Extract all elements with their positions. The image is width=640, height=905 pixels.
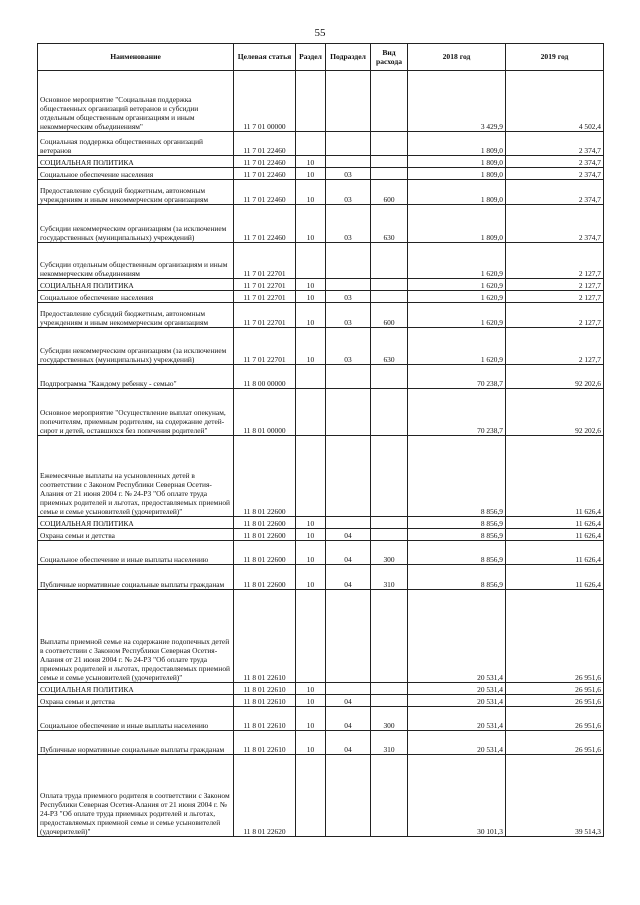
- cell-2019: 92 202,6: [506, 389, 604, 436]
- cell-section: 10: [296, 683, 326, 695]
- table-row: [38, 279, 604, 291]
- cell-2018: 20 531,4: [408, 590, 506, 683]
- cell-section: 10: [296, 328, 326, 365]
- cell-exp-type: [371, 243, 408, 279]
- table-row: [38, 755, 604, 837]
- cell-exp-type: [371, 755, 408, 837]
- cell-2019: 11 626,4: [506, 529, 604, 541]
- cell-section: 10: [296, 695, 326, 707]
- cell-target: 11 8 01 00000: [234, 389, 296, 436]
- cell-2019: 11 626,4: [506, 541, 604, 565]
- cell-subsection: [326, 389, 371, 436]
- header-exp-type: Вид расхода: [371, 44, 408, 71]
- cell-2019: 2 374,7: [506, 168, 604, 180]
- cell-2018: 20 531,4: [408, 683, 506, 695]
- table-row: [38, 180, 604, 205]
- cell-target: 11 8 01 22600: [234, 529, 296, 541]
- cell-2018: 1 620,9: [408, 328, 506, 365]
- header-subsection: Подраздел: [326, 44, 371, 71]
- cell-2019: 26 951,6: [506, 695, 604, 707]
- cell-subsection: [326, 365, 371, 389]
- table-row: [38, 517, 604, 529]
- cell-2019: 4 502,4: [506, 71, 604, 132]
- cell-exp-type: [371, 71, 408, 132]
- cell-name: Социальное обеспечение населения: [38, 168, 234, 180]
- cell-2018: 70 238,7: [408, 389, 506, 436]
- cell-subsection: [326, 71, 371, 132]
- cell-subsection: 03: [326, 180, 371, 205]
- cell-exp-type: [371, 517, 408, 529]
- cell-2019: 11 626,4: [506, 565, 604, 590]
- cell-name: Ежемесячные выплаты на усыновленных детей в соответствии с Законом Республики Северная Осетия-Алания от 21 июня 2004 г. № 24-РЗ "Об оплате труда приемных родителей и льготах, предоставляемых приемной семье и семье усыновителей (удочерителей)": [38, 436, 234, 517]
- cell-name: Публичные нормативные социальные выплаты гражданам: [38, 731, 234, 755]
- table-row: [38, 71, 604, 132]
- cell-subsection: [326, 517, 371, 529]
- cell-exp-type: [371, 695, 408, 707]
- cell-exp-type: 300: [371, 707, 408, 731]
- cell-name: Основное мероприятие "Осуществление выплат опекунам, попечителям, приемным родителям, на содержание детей-сирот и детей, оставшихся без попечения родителей": [38, 389, 234, 436]
- cell-2019: 26 951,6: [506, 683, 604, 695]
- cell-name: Субсидии некоммерческим организациям (за исключением государственных (муниципальных) учреждений): [38, 328, 234, 365]
- cell-target: 11 7 01 22701: [234, 243, 296, 279]
- cell-2019: 26 951,6: [506, 590, 604, 683]
- cell-exp-type: 310: [371, 565, 408, 590]
- cell-2018: 70 238,7: [408, 365, 506, 389]
- cell-name: СОЦИАЛЬНАЯ ПОЛИТИКА: [38, 156, 234, 168]
- cell-name: Охрана семьи и детства: [38, 529, 234, 541]
- cell-2019: 2 127,7: [506, 303, 604, 328]
- cell-2019: 2 374,7: [506, 156, 604, 168]
- cell-section: [296, 71, 326, 132]
- table-row: [38, 328, 604, 365]
- cell-2018: 1 809,0: [408, 156, 506, 168]
- cell-exp-type: 630: [371, 328, 408, 365]
- cell-2018: 20 531,4: [408, 695, 506, 707]
- cell-section: [296, 132, 326, 156]
- cell-subsection: [326, 436, 371, 517]
- table-row: [38, 731, 604, 755]
- table-row: [38, 205, 604, 243]
- table-row: [38, 565, 604, 590]
- cell-target: 11 7 01 22460: [234, 168, 296, 180]
- cell-subsection: [326, 279, 371, 291]
- cell-2019: 2 374,7: [506, 132, 604, 156]
- cell-target: 11 8 01 22600: [234, 541, 296, 565]
- page-number: 55: [314, 27, 326, 39]
- cell-target: 11 7 01 00000: [234, 71, 296, 132]
- cell-subsection: 04: [326, 731, 371, 755]
- cell-exp-type: 600: [371, 180, 408, 205]
- cell-2019: 39 514,3: [506, 755, 604, 837]
- cell-2019: 2 127,7: [506, 328, 604, 365]
- cell-2018: 30 101,3: [408, 755, 506, 837]
- cell-target: 11 8 01 22610: [234, 683, 296, 695]
- cell-target: 11 8 01 22610: [234, 707, 296, 731]
- cell-section: 10: [296, 279, 326, 291]
- cell-section: [296, 389, 326, 436]
- table-row: [38, 132, 604, 156]
- header-2019: 2019 год: [506, 44, 604, 71]
- cell-target: 11 7 01 22701: [234, 303, 296, 328]
- cell-subsection: 03: [326, 168, 371, 180]
- cell-section: [296, 436, 326, 517]
- cell-exp-type: 310: [371, 731, 408, 755]
- cell-section: 10: [296, 291, 326, 303]
- cell-subsection: 03: [326, 205, 371, 243]
- cell-2018: 20 531,4: [408, 731, 506, 755]
- cell-exp-type: 630: [371, 205, 408, 243]
- cell-name: Выплаты приемной семье на содержание подопечных детей в соответствии с Законом Республики Северная Осетия-Алания от 21 июня 2004 г. № 24-РЗ "Об оплате труда приемных родителей и льготах, предоставляемых приемной семье и семье усыновителей (удочерителей)": [38, 590, 234, 683]
- cell-name: Социальное обеспечение населения: [38, 291, 234, 303]
- cell-subsection: [326, 683, 371, 695]
- cell-name: СОЦИАЛЬНАЯ ПОЛИТИКА: [38, 517, 234, 529]
- cell-subsection: 04: [326, 541, 371, 565]
- table-row: [38, 243, 604, 279]
- cell-2018: 8 856,9: [408, 529, 506, 541]
- cell-name: Субсидии отдельным общественным организациям и иным некоммерческим объединениям: [38, 243, 234, 279]
- cell-exp-type: [371, 156, 408, 168]
- cell-subsection: 03: [326, 328, 371, 365]
- table-row: [38, 303, 604, 328]
- cell-section: 10: [296, 180, 326, 205]
- cell-2018: 8 856,9: [408, 517, 506, 529]
- cell-2019: 2 127,7: [506, 291, 604, 303]
- cell-name: СОЦИАЛЬНАЯ ПОЛИТИКА: [38, 683, 234, 695]
- cell-section: [296, 365, 326, 389]
- table-row: [38, 683, 604, 695]
- cell-name: Субсидии некоммерческим организациям (за исключением государственных (муниципальных) учреждений): [38, 205, 234, 243]
- cell-exp-type: [371, 590, 408, 683]
- cell-name: Предоставление субсидий бюджетным, автономным учреждениям и иным некоммерческим организациям: [38, 303, 234, 328]
- cell-target: 11 8 00 00000: [234, 365, 296, 389]
- cell-target: 11 8 01 22600: [234, 565, 296, 590]
- cell-target: 11 7 01 22460: [234, 205, 296, 243]
- cell-name: Публичные нормативные социальные выплаты гражданам: [38, 565, 234, 590]
- cell-2019: 92 202,6: [506, 365, 604, 389]
- cell-2019: 2 127,7: [506, 279, 604, 291]
- cell-subsection: [326, 755, 371, 837]
- cell-subsection: 04: [326, 565, 371, 590]
- cell-section: 10: [296, 529, 326, 541]
- cell-2019: 2 127,7: [506, 243, 604, 279]
- header-name: Наименование: [38, 44, 234, 71]
- cell-subsection: 04: [326, 529, 371, 541]
- cell-exp-type: [371, 529, 408, 541]
- cell-target: 11 8 01 22600: [234, 436, 296, 517]
- cell-name: Социальное обеспечение и иные выплаты населению: [38, 541, 234, 565]
- header-target: Целевая статья: [234, 44, 296, 71]
- cell-subsection: [326, 590, 371, 683]
- table-row: [38, 365, 604, 389]
- cell-2018: 3 429,9: [408, 71, 506, 132]
- cell-subsection: 04: [326, 695, 371, 707]
- cell-name: СОЦИАЛЬНАЯ ПОЛИТИКА: [38, 279, 234, 291]
- cell-name: Предоставление субсидий бюджетным, автономным учреждениям и иным некоммерческим организациям: [38, 180, 234, 205]
- cell-subsection: 03: [326, 303, 371, 328]
- budget-table: [37, 43, 604, 837]
- cell-name: Оплата труда приемного родителя в соответствии с Законом Республики Северная Осетия-Алания от 21 июня 2004 г. № 24-РЗ "Об оплате труда приемных родителей и льготах, предоставляемых приемной семье и семье усыновителей (удочерителей)": [38, 755, 234, 837]
- cell-2018: 1 809,0: [408, 180, 506, 205]
- cell-2019: 2 374,7: [506, 205, 604, 243]
- cell-target: 11 7 01 22460: [234, 156, 296, 168]
- cell-exp-type: [371, 168, 408, 180]
- cell-name: Подпрограмма "Каждому ребенку - семью": [38, 365, 234, 389]
- cell-target: 11 7 01 22701: [234, 291, 296, 303]
- cell-exp-type: [371, 389, 408, 436]
- cell-subsection: 04: [326, 707, 371, 731]
- cell-section: 10: [296, 303, 326, 328]
- table-row: [38, 389, 604, 436]
- table-row: [38, 590, 604, 683]
- cell-subsection: 03: [326, 291, 371, 303]
- cell-2018: 8 856,9: [408, 565, 506, 590]
- cell-2018: 1 620,9: [408, 303, 506, 328]
- cell-2018: 8 856,9: [408, 436, 506, 517]
- cell-target: 11 8 01 22610: [234, 695, 296, 707]
- cell-section: 10: [296, 541, 326, 565]
- cell-section: [296, 243, 326, 279]
- table-row: [38, 436, 604, 517]
- header-section: Раздел: [296, 44, 326, 71]
- cell-target: 11 8 01 22600: [234, 517, 296, 529]
- table-row: [38, 291, 604, 303]
- cell-target: 11 7 01 22701: [234, 279, 296, 291]
- cell-2019: 26 951,6: [506, 707, 604, 731]
- cell-target: 11 8 01 22610: [234, 731, 296, 755]
- cell-name: Социальное обеспечение и иные выплаты населению: [38, 707, 234, 731]
- cell-2018: 1 809,0: [408, 168, 506, 180]
- cell-section: 10: [296, 731, 326, 755]
- cell-section: 10: [296, 517, 326, 529]
- cell-exp-type: [371, 436, 408, 517]
- table-row: [38, 541, 604, 565]
- cell-2018: 1 620,9: [408, 291, 506, 303]
- cell-2019: 26 951,6: [506, 731, 604, 755]
- cell-2018: 1 809,0: [408, 132, 506, 156]
- table-row: [38, 168, 604, 180]
- cell-2018: 20 531,4: [408, 707, 506, 731]
- cell-section: 10: [296, 156, 326, 168]
- cell-exp-type: [371, 291, 408, 303]
- cell-section: 10: [296, 205, 326, 243]
- cell-2018: 1 809,0: [408, 205, 506, 243]
- cell-target: 11 8 01 22620: [234, 755, 296, 837]
- table-header-row: [38, 44, 604, 71]
- cell-section: [296, 590, 326, 683]
- cell-section: 10: [296, 168, 326, 180]
- table-body: [38, 71, 604, 837]
- table-row: [38, 529, 604, 541]
- cell-exp-type: [371, 279, 408, 291]
- cell-2018: 1 620,9: [408, 279, 506, 291]
- cell-section: 10: [296, 565, 326, 590]
- cell-subsection: [326, 156, 371, 168]
- cell-name: Охрана семьи и детства: [38, 695, 234, 707]
- cell-2019: 11 626,4: [506, 517, 604, 529]
- cell-target: 11 7 01 22460: [234, 180, 296, 205]
- cell-target: 11 7 01 22460: [234, 132, 296, 156]
- cell-exp-type: 600: [371, 303, 408, 328]
- cell-target: 11 7 01 22701: [234, 328, 296, 365]
- cell-exp-type: 300: [371, 541, 408, 565]
- cell-section: 10: [296, 707, 326, 731]
- table-row: [38, 156, 604, 168]
- cell-2019: 11 626,4: [506, 436, 604, 517]
- cell-exp-type: [371, 132, 408, 156]
- cell-2019: 2 374,7: [506, 180, 604, 205]
- cell-exp-type: [371, 365, 408, 389]
- cell-subsection: [326, 132, 371, 156]
- cell-2018: 1 620,9: [408, 243, 506, 279]
- header-2018: 2018 год: [408, 44, 506, 71]
- cell-target: 11 8 01 22610: [234, 590, 296, 683]
- cell-section: [296, 755, 326, 837]
- cell-name: Основное мероприятие "Социальная поддержка общественных организаций ветеранов и субсидии отдельным общественным организациям и иным некоммерческим объединениям": [38, 71, 234, 132]
- cell-2018: 8 856,9: [408, 541, 506, 565]
- table-row: [38, 707, 604, 731]
- table-row: [38, 695, 604, 707]
- cell-subsection: [326, 243, 371, 279]
- cell-name: Социальная поддержка общественных организаций ветеранов: [38, 132, 234, 156]
- cell-exp-type: [371, 683, 408, 695]
